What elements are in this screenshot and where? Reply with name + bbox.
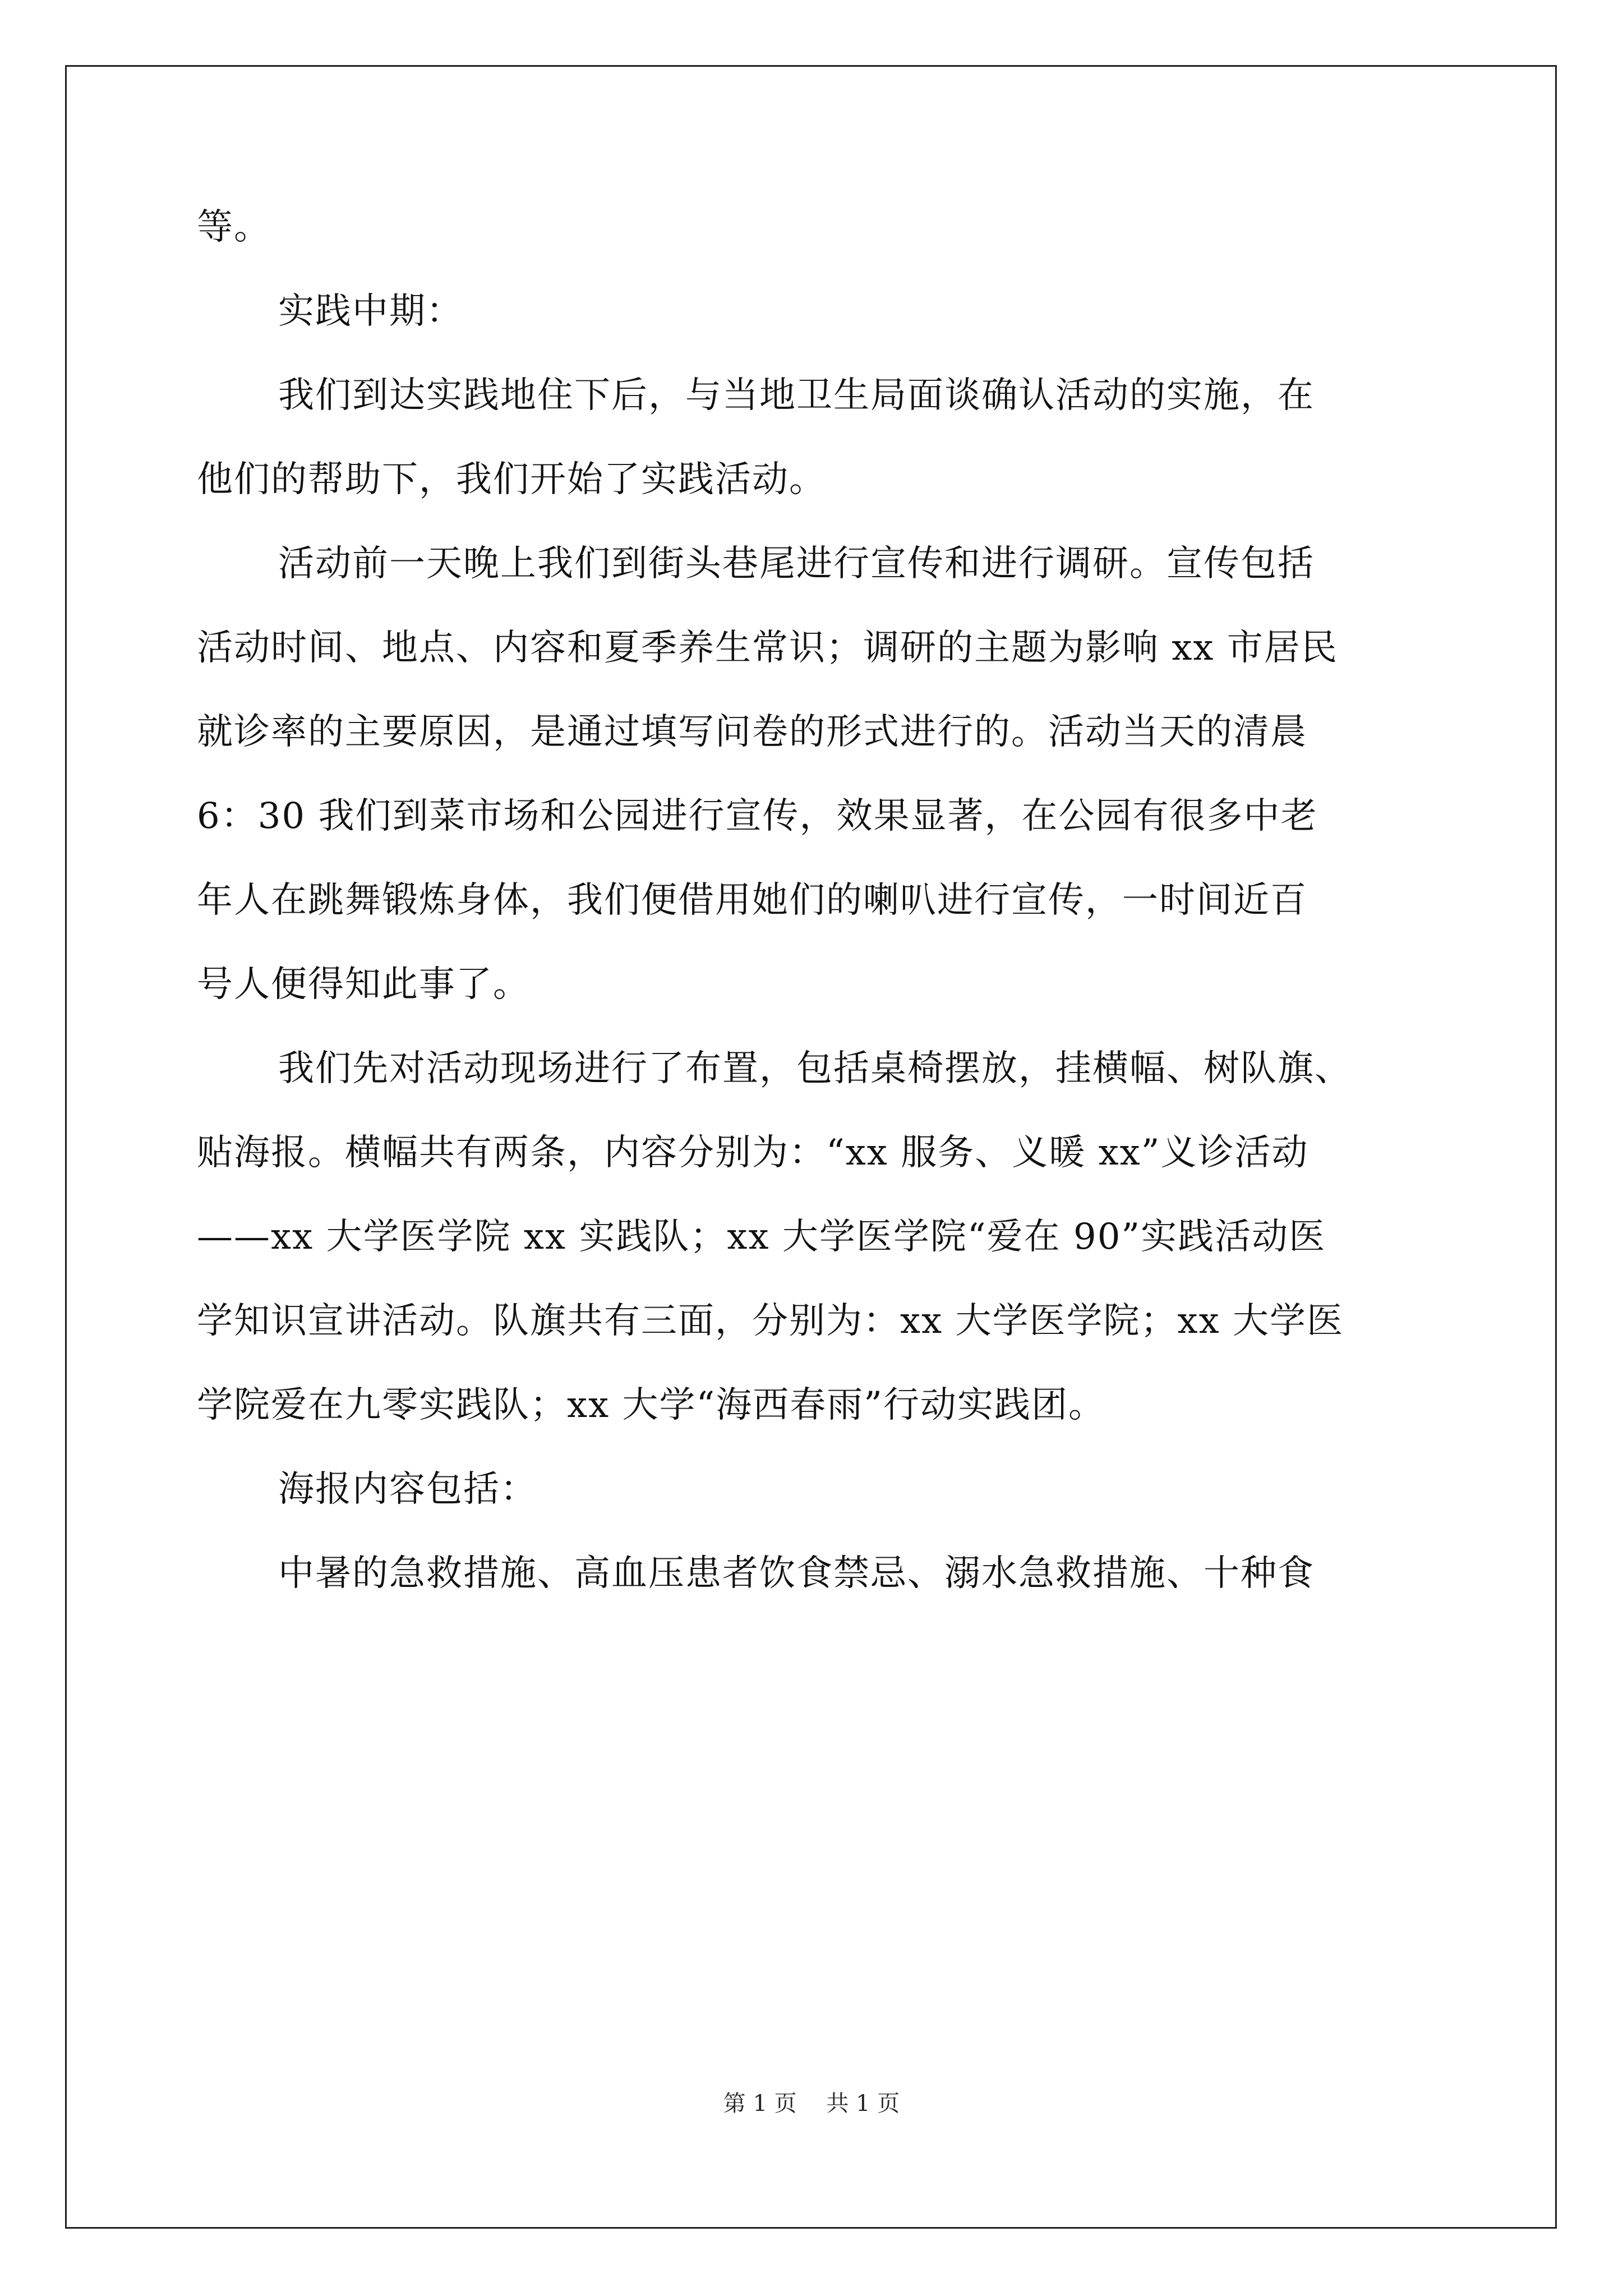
page-footer [0,2087,1623,2120]
document-body [197,202,1431,1599]
page-number: 第 1 页 [723,2091,797,2116]
text-line: 学院爱在九零实践队；xx 大学“海西春雨”行动实践团。 [197,1384,1105,1426]
text-line: 贴海报。横幅共有两条，内容分别为：“xx 服务、义暖 xx”义诊活动 [197,1132,1309,1174]
text-line: 号人便得知此事了。 [197,964,530,1005]
text-line: 就诊率的主要原因，是通过填写问卷的形式进行的。活动当天的清晨 [197,711,1307,753]
text-line: 海报内容包括： [278,1469,537,1510]
text-line: 我们到达实践地住下后，与当地卫生局面谈确认活动的实施，在 [278,375,1315,416]
text-line: 实践中期： [278,291,463,332]
text-line: 中暑的急救措施、高血压患者饮食禁忌、溺水急救措施、十种食 [278,1553,1315,1594]
text-line: 活动前一天晚上我们到街头巷尾进行宣传和进行调研。宣传包括 [278,543,1315,585]
text-line: 年人在跳舞锻炼身体，我们便借用她们的喇叭进行宣传，一时间近百 [197,880,1307,921]
text-line: 学知识宣讲活动。队旗共有三面，分别为：xx 大学医学院；xx 大学医 [197,1300,1344,1342]
text-line: 我们先对活动现场进行了布置，包括桌椅摆放，挂横幅、树队旗、 [278,1048,1352,1089]
text-line: 他们的帮助下，我们开始了实践活动。 [197,459,826,500]
text-line: 活动时间、地点、内容和夏季养生常识；调研的主题为影响 xx 市居民 [197,627,1338,669]
text-line: 6：30 我们到菜市场和公园进行宣传，效果显著，在公园有很多中老 [197,795,1318,837]
text-line: ——xx 大学医学院 xx 实践队；xx 大学医学院“爱在 90”实践活动医 [197,1216,1326,1258]
text-line: 等。 [197,206,271,248]
page-total: 共 1 页 [826,2091,900,2116]
